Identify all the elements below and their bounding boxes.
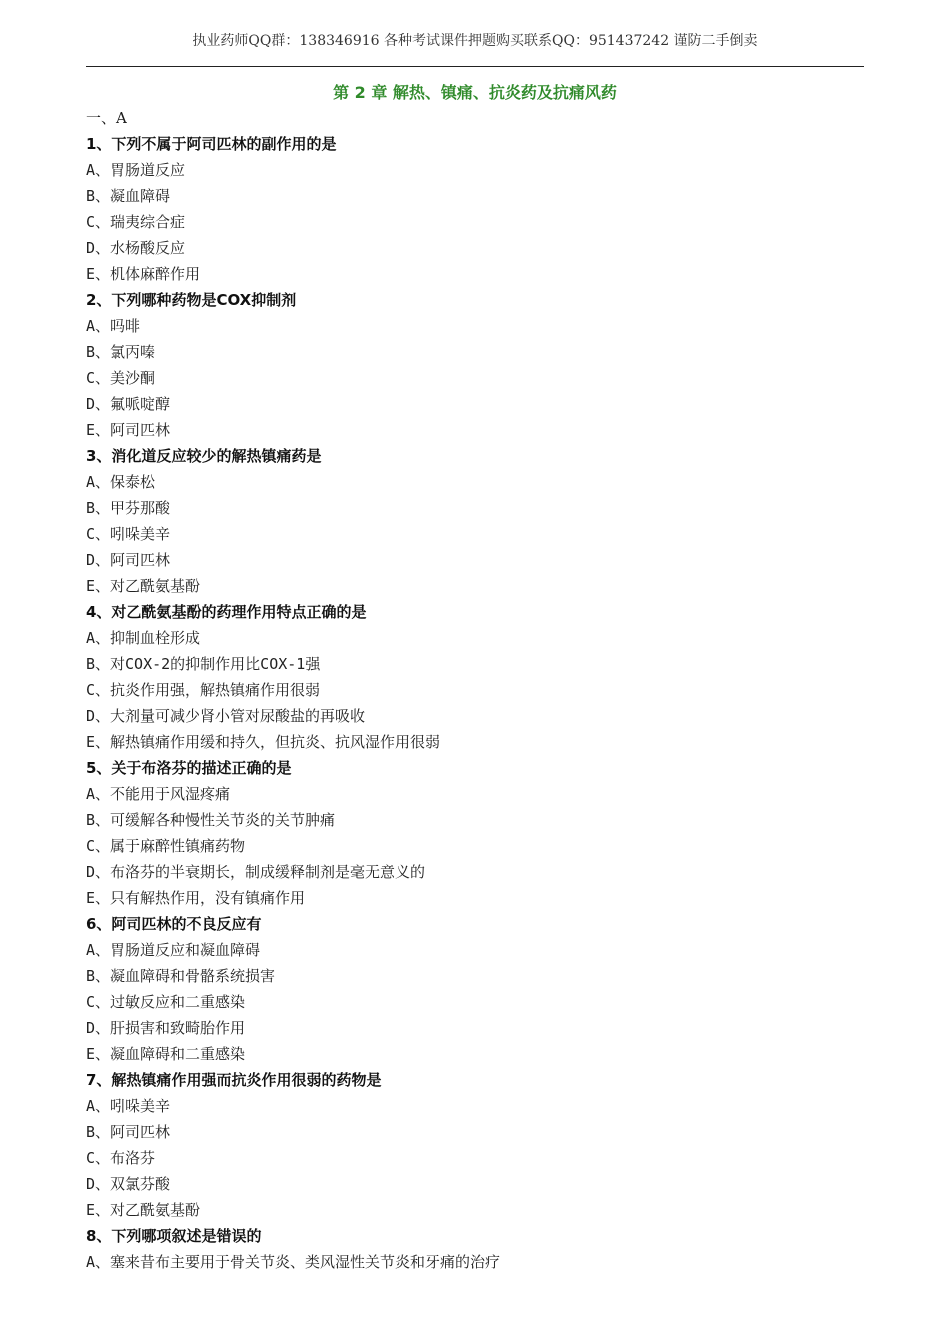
question-block (86, 1223, 886, 1275)
question-list (86, 105, 886, 1275)
question-stem: 4、对乙酰氨基酚的药理作用特点正确的是 (86, 603, 367, 621)
answer-option: C、抗炎作用强，解热镇痛作用很弱 (86, 681, 321, 699)
answer-option: E、阿司匹林 (86, 421, 171, 439)
answer-option: C、美沙酮 (86, 369, 156, 387)
question-block (86, 287, 886, 443)
answer-option: B、氯丙嗪 (86, 343, 156, 361)
answer-option: A、塞来昔布主要用于骨关节炎、类风湿性关节炎和牙痛的治疗 (86, 1253, 501, 1271)
question-stem: 5、关于布洛芬的描述正确的是 (86, 759, 292, 777)
answer-option: B、甲芬那酸 (86, 499, 171, 517)
question-stem: 6、阿司匹林的不良反应有 (86, 915, 262, 933)
answer-option: B、阿司匹林 (86, 1123, 171, 1141)
question-stem: 1、下列不属于阿司匹林的副作用的是 (86, 135, 337, 153)
section-label: 一、A (86, 109, 127, 127)
answer-option: E、对乙酰氨基酚 (86, 1201, 201, 1219)
header-divider (86, 66, 864, 67)
question-block (86, 911, 886, 1067)
answer-option: C、吲哚美辛 (86, 525, 171, 543)
answer-option: C、瑞夷综合症 (86, 213, 186, 231)
page-header: 执业药师QQ群：138346916 各种考试课件押题购买联系QQ：951437242 谨防二手倒卖 (192, 33, 758, 49)
chapter-title: 第 2 章 解热、镇痛、抗炎药及抗痛风药 (333, 83, 617, 102)
answer-option: E、只有解热作用，没有镇痛作用 (86, 889, 306, 907)
question-block (86, 755, 886, 911)
answer-option: B、可缓解各种慢性关节炎的关节肿痛 (86, 811, 336, 829)
answer-option: E、解热镇痛作用缓和持久，但抗炎、抗风湿作用很弱 (86, 733, 441, 751)
answer-option: A、不能用于风湿疼痛 (86, 785, 231, 803)
answer-option: A、胃肠道反应 (86, 161, 186, 179)
answer-option: A、胃肠道反应和凝血障碍 (86, 941, 261, 959)
answer-option: A、吲哚美辛 (86, 1097, 171, 1115)
question-stem: 8、下列哪项叙述是错误的 (86, 1227, 262, 1245)
answer-option: D、双氯芬酸 (86, 1175, 171, 1193)
question-block (86, 599, 886, 755)
answer-option: E、凝血障碍和二重感染 (86, 1045, 246, 1063)
answer-option: D、布洛芬的半衰期长，制成缓释制剂是毫无意义的 (86, 863, 426, 881)
answer-option: B、凝血障碍 (86, 187, 171, 205)
question-block (86, 1067, 886, 1223)
answer-option: D、肝损害和致畸胎作用 (86, 1019, 246, 1037)
answer-option: D、大剂量可减少肾小管对尿酸盐的再吸收 (86, 707, 366, 725)
question-block (86, 131, 886, 287)
question-stem: 2、下列哪种药物是COX抑制剂 (86, 291, 297, 309)
answer-option: B、凝血障碍和骨骼系统损害 (86, 967, 276, 985)
answer-option: B、对COX-2的抑制作用比COX-1强 (86, 655, 321, 673)
answer-option: C、属于麻醉性镇痛药物 (86, 837, 246, 855)
answer-option: E、对乙酰氨基酚 (86, 577, 201, 595)
answer-option: E、机体麻醉作用 (86, 265, 201, 283)
question-stem: 7、解热镇痛作用强而抗炎作用很弱的药物是 (86, 1071, 382, 1089)
question-stem: 3、消化道反应较少的解热镇痛药是 (86, 447, 322, 465)
answer-option: C、过敏反应和二重感染 (86, 993, 246, 1011)
answer-option: A、吗啡 (86, 317, 141, 335)
answer-option: C、布洛芬 (86, 1149, 156, 1167)
answer-option: D、氟哌啶醇 (86, 395, 171, 413)
question-block (86, 443, 886, 599)
answer-option: D、阿司匹林 (86, 551, 171, 569)
answer-option: A、保泰松 (86, 473, 156, 491)
answer-option: A、抑制血栓形成 (86, 629, 201, 647)
answer-option: D、水杨酸反应 (86, 239, 186, 257)
